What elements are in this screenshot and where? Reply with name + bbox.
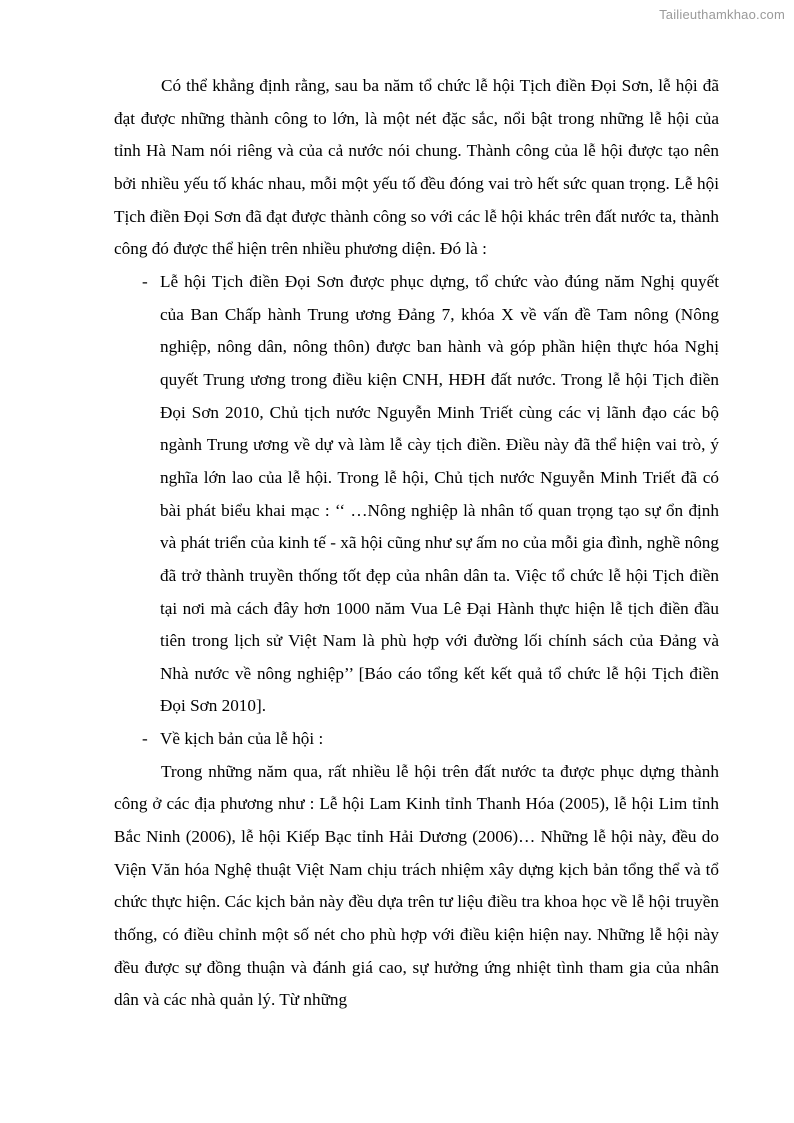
- bullet-item-2: [114, 723, 719, 756]
- bullet-1-text: Lễ hội Tịch điền Đọi Sơn được phục dựng, tổ chức vào đúng năm Nghị quyết của Ban Chấp hành Trung ương Đảng 7, khóa X về vấn đề Tam nông (Nông nghiệp, nông dân, nông thôn) được ban hành và góp phần hiện thực hóa Nghị quyết Trung ương trong điều kiện CNH, HĐH đất nước. Trong lễ hội Tịch điền Đọi Sơn 2010, Chủ tịch nước Nguyễn Minh Triết cùng các vị lãnh đạo các bộ ngành Trung ương về dự và làm lễ cày tịch điền. Điều này đã thể hiện vai trò, ý nghĩa lớn lao của lễ hội. Trong lễ hội, Chủ tịch nước Nguyễn Minh Triết đã có bài phát biểu khai mạc : ‘‘ …Nông nghiệp là nhân tố quan trọng tạo sự ổn định và phát triển của kinh tế - xã hội cũng như sự ấm no của mỗi gia đình, nghề nông đã trở thành truyền thống tốt đẹp của nhân dân ta. Việc tổ chức lễ hội Tịch điền tại nơi mà cách đây hơn 1000 năm Vua Lê Đại Hành thực hiện lễ tịch điền đầu tiên trong lịch sử Việt Nam là phù hợp với đường lối chính sách của Đảng và Nhà nước về nông nghiệp’’ [Báo cáo tổng kết kết quả tổ chức lễ hội Tịch điền Đọi Sơn 2010].: [160, 271, 719, 716]
- bullet-item-1: [114, 266, 719, 723]
- bullet-marker: -: [142, 729, 148, 749]
- watermark-text: Tailieuthamkhao.com: [659, 7, 785, 22]
- intro-paragraph: Có thể khẳng định rằng, sau ba năm tổ chức lễ hội Tịch điền Đọi Sơn, lễ hội đã đạt được những thành công to lớn, là một nét đặc sắc, nổi bật trong những lễ hội của tỉnh Hà Nam nói riêng và của cả nước nói chung. Thành công của lễ hội được tạo nên bởi nhiều yếu tố khác nhau, mỗi một yếu tố đều đóng vai trò hết sức quan trọng. Lễ hội Tịch điền Đọi Sơn đã đạt được thành công so với các lễ hội khác trên đất nước ta, thành công đó được thể hiện trên nhiều phương diện. Đó là :: [114, 76, 719, 259]
- bullet-2-text: Về kịch bản của lễ hội :: [160, 729, 324, 749]
- document-page: [114, 70, 719, 1017]
- body-paragraph-2: Trong những năm qua, rất nhiều lễ hội trên đất nước ta được phục dựng thành công ở các địa phương như : Lễ hội Lam Kinh tỉnh Thanh Hóa (2005), lễ hội Lim tỉnh Bắc Ninh (2006), lễ hội Kiếp Bạc tỉnh Hải Dương (2006)… Những lễ hội này, đều do Viện Văn hóa Nghệ thuật Việt Nam chịu trách nhiệm xây dựng kịch bản tổng thể và tổ chức thực hiện. Các kịch bản này đều dựa trên tư liệu điều tra khoa học về lễ hội truyền thống, có điều chỉnh một số nét cho phù hợp với điều kiện hiện nay. Những lễ hội này đều được sự đồng thuận và đánh giá cao, sự hưởng ứng nhiệt tình tham gia của nhân dân và các nhà quản lý. Từ những: [114, 761, 719, 1010]
- bullet-marker: -: [142, 271, 148, 291]
